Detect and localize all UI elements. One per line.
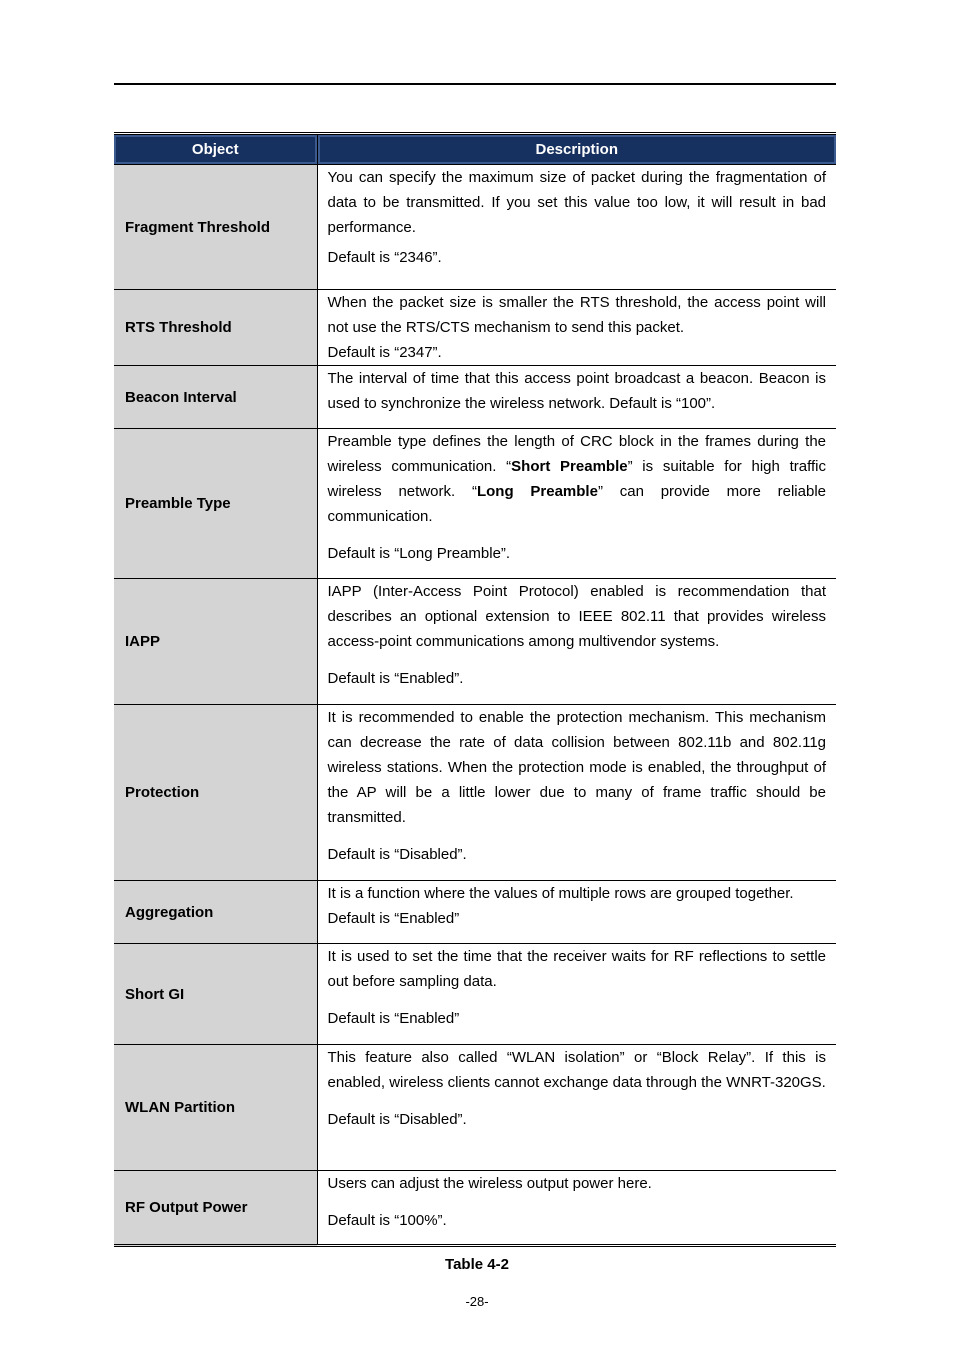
description-text: The interval of time that this access point broadcast a beacon. Beacon is used to synchronize the wireless network. Default is “100”.: [327, 370, 826, 412]
page-number: -28-: [465, 1294, 489, 1309]
object-cell: WLAN Partition: [114, 1045, 317, 1171]
description-cell: [317, 366, 836, 429]
description-cell: [317, 165, 836, 290]
description-text: You can specify the maximum size of packet during the fragmentation of data to be transmitted. If you set this value too low, it will result in bad performance.: [327, 169, 826, 236]
table-header-row: [114, 134, 836, 165]
description-text: IAPP (Inter-Access Point Protocol) enabled is recommendation that describes an optional extension to IEEE 802.11 that provides wireless access-point communications among multivendor systems.: [327, 583, 826, 650]
settings-table: [114, 132, 836, 1247]
object-cell: Beacon Interval: [114, 366, 317, 429]
object-cell: RF Output Power: [114, 1171, 317, 1246]
object-cell: Protection: [114, 705, 317, 881]
default-text: Default is “Enabled”.: [327, 670, 464, 687]
header-object: Object: [114, 134, 317, 165]
object-cell: Preamble Type: [114, 429, 317, 579]
description-cell: [317, 1045, 836, 1171]
table-caption: Table 4-2: [445, 1256, 509, 1273]
description-text: It is recommended to enable the protection mechanism. This mechanism can decrease the rate of data collision between 802.11b and 802.11g wireless stations. When the protection mode is enabled, the throughput of the AP will be a little lower due to many of frame traffic should be transmitted.: [327, 709, 826, 826]
object-cell: RTS Threshold: [114, 290, 317, 366]
default-text: Default is “Enabled”: [327, 910, 460, 927]
description-cell: [317, 944, 836, 1045]
default-text: Default is “100%”.: [327, 1212, 447, 1229]
object-cell: IAPP: [114, 579, 317, 705]
default-text: Default is “Disabled”.: [327, 846, 467, 863]
description-text: It is used to set the time that the receiver waits for RF reflections to settle out before sampling data.: [327, 948, 826, 990]
table-row: [114, 290, 836, 366]
description-cell: [317, 1171, 836, 1246]
description-text: Users can adjust the wireless output power here.: [327, 1175, 652, 1192]
description-cell: [317, 579, 836, 705]
table-row: [114, 429, 836, 579]
default-text: Default is “Disabled”.: [327, 1111, 467, 1128]
table-row: [114, 1045, 836, 1171]
header-description: Description: [317, 134, 836, 165]
description-text: It is a function where the values of multiple rows are grouped together.: [327, 885, 794, 902]
table-row: [114, 1171, 836, 1246]
description-cell: [317, 429, 836, 579]
object-cell: Aggregation: [114, 881, 317, 944]
table-row: [114, 881, 836, 944]
description-cell: [317, 290, 836, 366]
object-cell: Short GI: [114, 944, 317, 1045]
default-text: Default is “Long Preamble”.: [327, 545, 511, 562]
description-text: When the packet size is smaller the RTS threshold, the access point will not use the RTS/CTS mechanism to send this packet.: [327, 294, 826, 336]
default-text: Default is “2347”.: [327, 344, 442, 361]
object-cell: Fragment Threshold: [114, 165, 317, 290]
description-text: Preamble type defines the length of CRC block in the frames during the wireless communication. “Short Preamble” is suitable for high traffic wireless network. “Long Preamble” can provide more reliable communication.: [327, 433, 827, 525]
description-cell: [317, 881, 836, 944]
default-text: Default is “Enabled”: [327, 1010, 460, 1027]
table-row: [114, 366, 836, 429]
default-text: Default is “2346”.: [327, 249, 442, 266]
header-rule: [114, 83, 836, 85]
table-row: [114, 165, 836, 290]
description-cell: [317, 705, 836, 881]
description-text: This feature also called “WLAN isolation” or “Block Relay”. If this is enabled, wireless clients cannot exchange data through the WNRT-320GS.: [327, 1049, 826, 1091]
table-row: [114, 705, 836, 881]
table-row: [114, 944, 836, 1045]
table-row: [114, 579, 836, 705]
